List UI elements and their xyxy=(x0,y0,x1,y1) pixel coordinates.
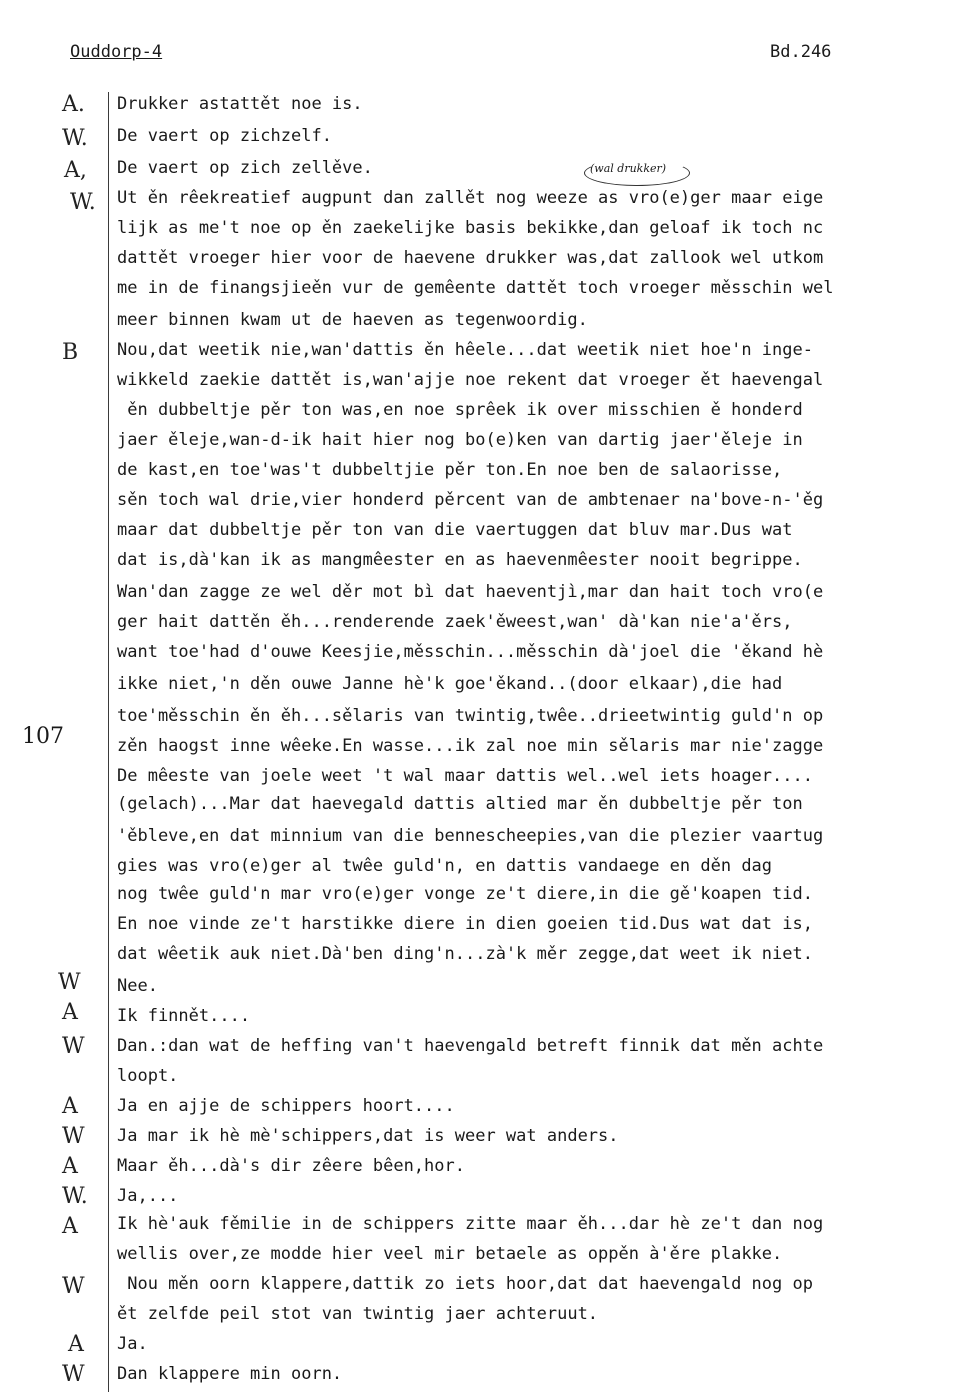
transcript-line: ikke niet,'n děn ouwe Janne hè'k goe'ěkand..(door elkaar),die had xyxy=(117,674,783,694)
transcript-line: Nou měn oorn klappere,dattik zo iets hoor,dat dat haevengald nog op xyxy=(117,1274,813,1294)
transcript-line: gies was vro(e)ger al twêe guld'n, en dattis vandaege en děn dag xyxy=(117,856,773,876)
handwritten-annotation: (wal drukker) xyxy=(590,162,667,175)
transcript-line: Drukker astattět noe is. xyxy=(117,94,363,114)
speaker-label: W. xyxy=(70,190,96,215)
transcript-line: sěn toch wal drie,vier honderd pěrcent van de ambtenaer na'bove-n-'ěg xyxy=(117,490,824,510)
transcript-line: Nou,dat weetik nie,wan'dattis ěn hêele...dat weetik niet hoe'n inge- xyxy=(117,340,813,360)
transcript-line: Ut ěn rêekreatief augpunt dan zallět nog weeze as vro(e)ger maar eige xyxy=(117,188,824,208)
transcript-line: want toe'had d'ouwe Keesjie,měsschin...měsschin dà'joel die 'ěkand hè xyxy=(117,642,824,662)
transcript-line: Wan'dan zagge ze wel děr mot bì dat haeventjì,mar dan hait toch vro(e xyxy=(117,582,824,602)
transcript-line: Dan klappere min oorn. xyxy=(117,1364,343,1384)
transcript-line: ger hait dattěn ěh...renderende zaek'ěweest,wan' dà'kan nie'a'ěrs, xyxy=(117,612,793,632)
speaker-label: A xyxy=(62,1154,78,1179)
transcript-line: wellis over,ze modde hier veel mir betaele as oppěn à'ěre plakke. xyxy=(117,1244,783,1264)
transcript-line: Dan.:dan wat de heffing van't haevengald betreft finnik dat měn achte xyxy=(117,1036,824,1056)
margin-page-note: 107 xyxy=(22,724,64,749)
margin-rule xyxy=(108,92,109,1392)
speaker-label: W. xyxy=(62,126,88,151)
transcript-line: toe'měsschin ěn ěh...sělaris van twintig,twêe..drieetwintig guld'n op xyxy=(117,706,824,726)
transcript-line: ět zelfde peil stot van twintig jaer achteruut. xyxy=(117,1304,599,1324)
transcript-line: loopt. xyxy=(117,1066,179,1086)
transcript-line: Ja,... xyxy=(117,1186,179,1206)
speaker-label: A. xyxy=(62,92,85,117)
transcript-line: dat wêetik auk niet.Dà'ben ding'n...zà'k měr zegge,dat weet ik niet. xyxy=(117,944,813,964)
speaker-label: A xyxy=(62,1094,78,1119)
transcript-line: (gelach)...Mar dat haevegald dattis altied mar ěn dubbeltje pěr ton xyxy=(117,794,803,814)
transcript-line: Ja. xyxy=(117,1334,148,1354)
transcript-line: Ik hè'auk fěmilie in de schippers zitte maar ěh...dar hè ze't dan nog xyxy=(117,1214,824,1234)
transcript-line: dat is,dà'kan ik as mangmêester en as haevenmêester nooit begrippe. xyxy=(117,550,803,570)
transcript-line: 'ěbleve,en dat minnium van die bennescheepies,van die plezier vaartug xyxy=(117,826,824,846)
transcript-line: Ik finnět.... xyxy=(117,1006,251,1026)
transcript-line: de kast,en toe'was't dubbeltjie pěr ton.En noe ben de salaorisse, xyxy=(117,460,783,480)
transcript-line: Nee. xyxy=(117,976,158,996)
speaker-label: W. xyxy=(62,1184,88,1209)
transcript-line: meer binnen kwam ut de haeven as tegenwoordig. xyxy=(117,310,588,330)
transcript-line: me in de finangsjieěn vur de gemêente dattět toch vroeger měsschin wel xyxy=(117,278,834,298)
speaker-label: A xyxy=(62,1000,78,1025)
speaker-label: W xyxy=(62,1362,85,1387)
transcript-line: Ja en ajje de schippers hoort.... xyxy=(117,1096,455,1116)
header-location: Ouddorp-4 xyxy=(70,42,163,62)
transcript-line: Maar ěh...dà's dir zêere bêen,hor. xyxy=(117,1156,465,1176)
transcript-line: Ja mar ik hè mè'schippers,dat is weer wat anders. xyxy=(117,1126,619,1146)
transcript-line: De vaert op zichzelf. xyxy=(117,126,332,146)
speaker-label: W xyxy=(62,1124,85,1149)
speaker-label: A, xyxy=(64,158,87,183)
speaker-label: A xyxy=(68,1332,84,1357)
speaker-label: W xyxy=(58,970,81,995)
transcript-line: De vaert op zich zellěve. xyxy=(117,158,373,178)
speaker-label: A xyxy=(62,1214,78,1239)
transcript-line: nog twêe guld'n mar vro(e)ger vonge ze't diere,in die gě'koapen tid. xyxy=(117,884,813,904)
transcript-line: zěn haogst inne wêeke.En wasse...ik zal noe min sělaris mar nie'zagge xyxy=(117,736,824,756)
transcript-line: De mêeste van joele weet 't wal maar dattis wel..wel iets hoager.... xyxy=(117,766,813,786)
transcript-line: lijk as me't noe op ěn zaekelijke basis bekikke,dan geloaf ik toch nc xyxy=(117,218,824,238)
transcript-line: ěn dubbeltje pěr ton was,en noe sprêek ik over misschien ě honderd xyxy=(117,400,803,420)
header-volume: Bd.246 xyxy=(770,42,832,62)
transcript-line: En noe vinde ze't harstikke diere in dien goeien tid.Dus wat dat is, xyxy=(117,914,813,934)
transcript-line: dattět vroeger hier voor de haevene drukker was,dat zallook wel utkom xyxy=(117,248,824,268)
transcript-line: wikkeld zaekie dattět is,wan'ajje noe rekent dat vroeger ět haevengal xyxy=(117,370,824,390)
speaker-label: B xyxy=(62,340,79,365)
transcript-line: jaer ěleje,wan-d-ik hait hier nog bo(e)ken van dartig jaer'ěleje in xyxy=(117,430,803,450)
speaker-label: W xyxy=(62,1274,85,1299)
transcript-line: maar dat dubbeltje pěr ton van die vaertuggen dat bluv mar.Dus wat xyxy=(117,520,793,540)
speaker-label: W xyxy=(62,1034,85,1059)
